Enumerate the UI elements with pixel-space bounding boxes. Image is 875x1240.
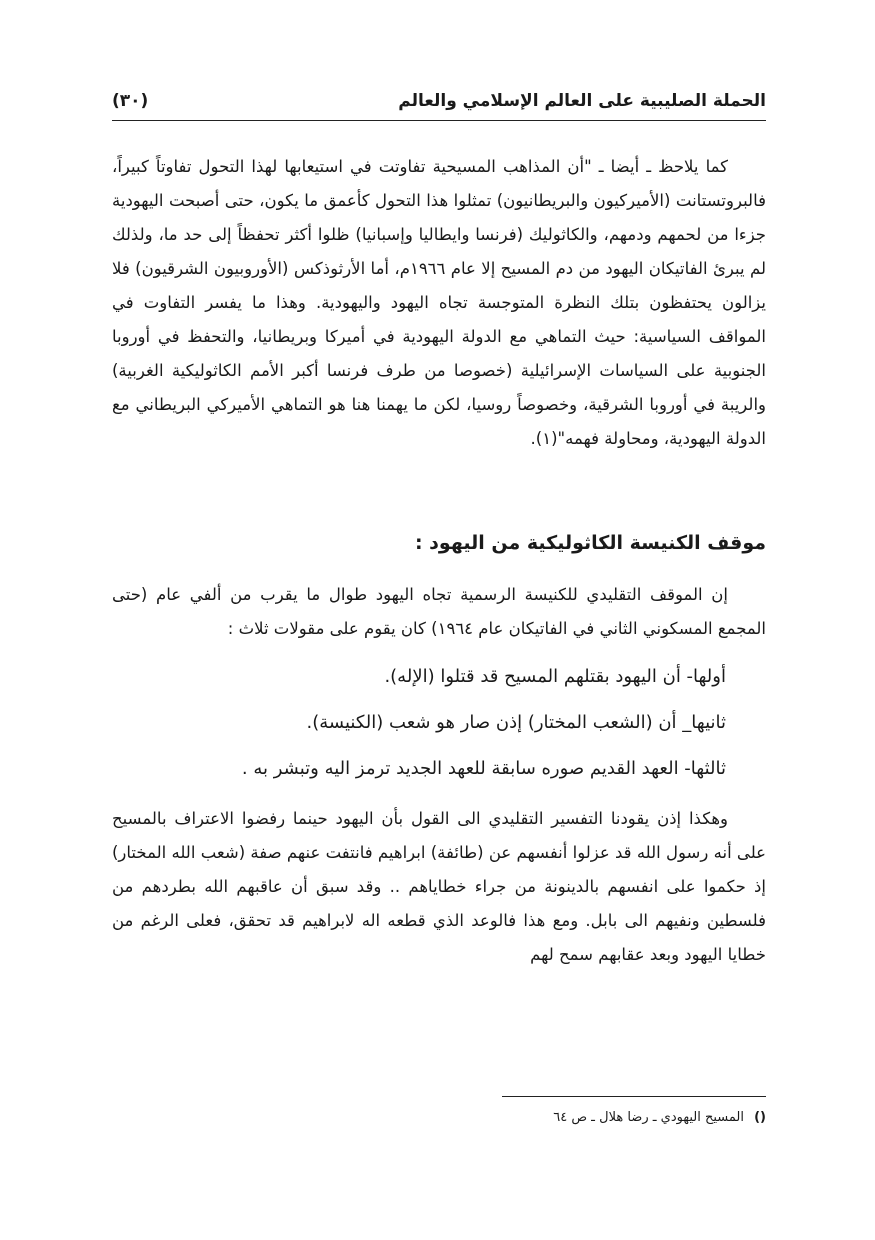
paragraph-3: وهكذا إذن يقودنا التفسير التقليدي الى القول بأن اليهود حينما رفضوا الاعتراف بالمسيح على أنه رسول الله قد عزلوا أنفسهم عن (طائفة) ابراهيم فانتفت عنهم صفة (شعب الله المختار) إذ حكموا على انفسهم بالدينونة من جراء خطاياهم .. وقد سبق أن عاقبهم الله بطردهم من فلسطين ونفيهم الى بابل. ومع هذا فالوعد الذي قطعه اله لابراهيم قد تحقق، فعلى الرغم من خطايا اليهود وبعد عقابهم سمح لهم xyxy=(112,809,766,964)
section-heading: موقف الكنيسة الكاثوليكية من اليهود : xyxy=(414,532,766,554)
running-title: الحملة الصليبية على العالم الإسلامي والعالم xyxy=(398,91,766,111)
page-body xyxy=(112,150,766,972)
list-item: أولها- أن اليهود بقتلهم المسيح قد قتلوا (الإله). xyxy=(384,666,726,687)
footnote-text: المسيح اليهودي ـ رضا هلال ـ ص ٦٤ xyxy=(553,1110,744,1125)
page-number: (٣٠) xyxy=(112,91,149,111)
claims-list xyxy=(112,654,766,792)
list-item: ثالثها- العهد القديم صوره سابقة للعهد الجديد ترمز اليه وتبشر به . xyxy=(241,758,726,779)
page-header xyxy=(112,86,766,121)
footnote-divider xyxy=(502,1096,766,1097)
list-item: ثانيها_ أن (الشعب المختار) إذن صار هو شعب (الكنيسة). xyxy=(306,712,726,733)
footnote-marker: () xyxy=(754,1110,766,1125)
footnote xyxy=(300,1108,766,1128)
paragraph-2: إن الموقف التقليدي للكنيسة الرسمية تجاه اليهود طوال ما يقرب من ألفي عام (حتى المجمع المسكوني الثاني في الفاتيكان عام ١٩٦٤) كان يقوم على مقولات ثلاث : xyxy=(112,585,766,638)
paragraph-1: كما يلاحظ ـ أيضا ـ "أن المذاهب المسيحية تفاوتت في استيعابها لهذا التحول تفاوتاً كبيراً، فالبروتستانت (الأميركيون والبريطانيون) تمثلوا هذا التحول كأعمق ما يكون، حتى أصبحت اليهودية جزءا من لحمهم ودمهم، والكاثوليك (فرنسا وايطاليا وإسبانيا) ظلوا أكثر تحفظاً إلى حد ما، ولذلك لم يبرئ الفاتيكان اليهود من دم المسيح إلا عام ١٩٦٦م، أما الأرثوذكس (الأوروبيون الشرقيون) فلا يزالون يحتفظون بتلك النظرة المتوجسة تجاه اليهود واليهودية. وهذا ما يفسر التفاوت في المواقف السياسية: حيث التماهي مع الدولة اليهودية في أميركا وبريطانيا، والتحفظ في أوروبا الجنوبية على السياسات الإسرائيلية (خصوصا من طرف فرنسا أكبر الأمم الكاثوليكية الغربية) والريبة في أوروبا الشرقية، وخصوصاً روسيا، لكن ما يهمنا هنا هو التماهي الأميركي البريطاني مع الدولة اليهودية، ومحاولة فهمه"(١). xyxy=(112,157,766,448)
